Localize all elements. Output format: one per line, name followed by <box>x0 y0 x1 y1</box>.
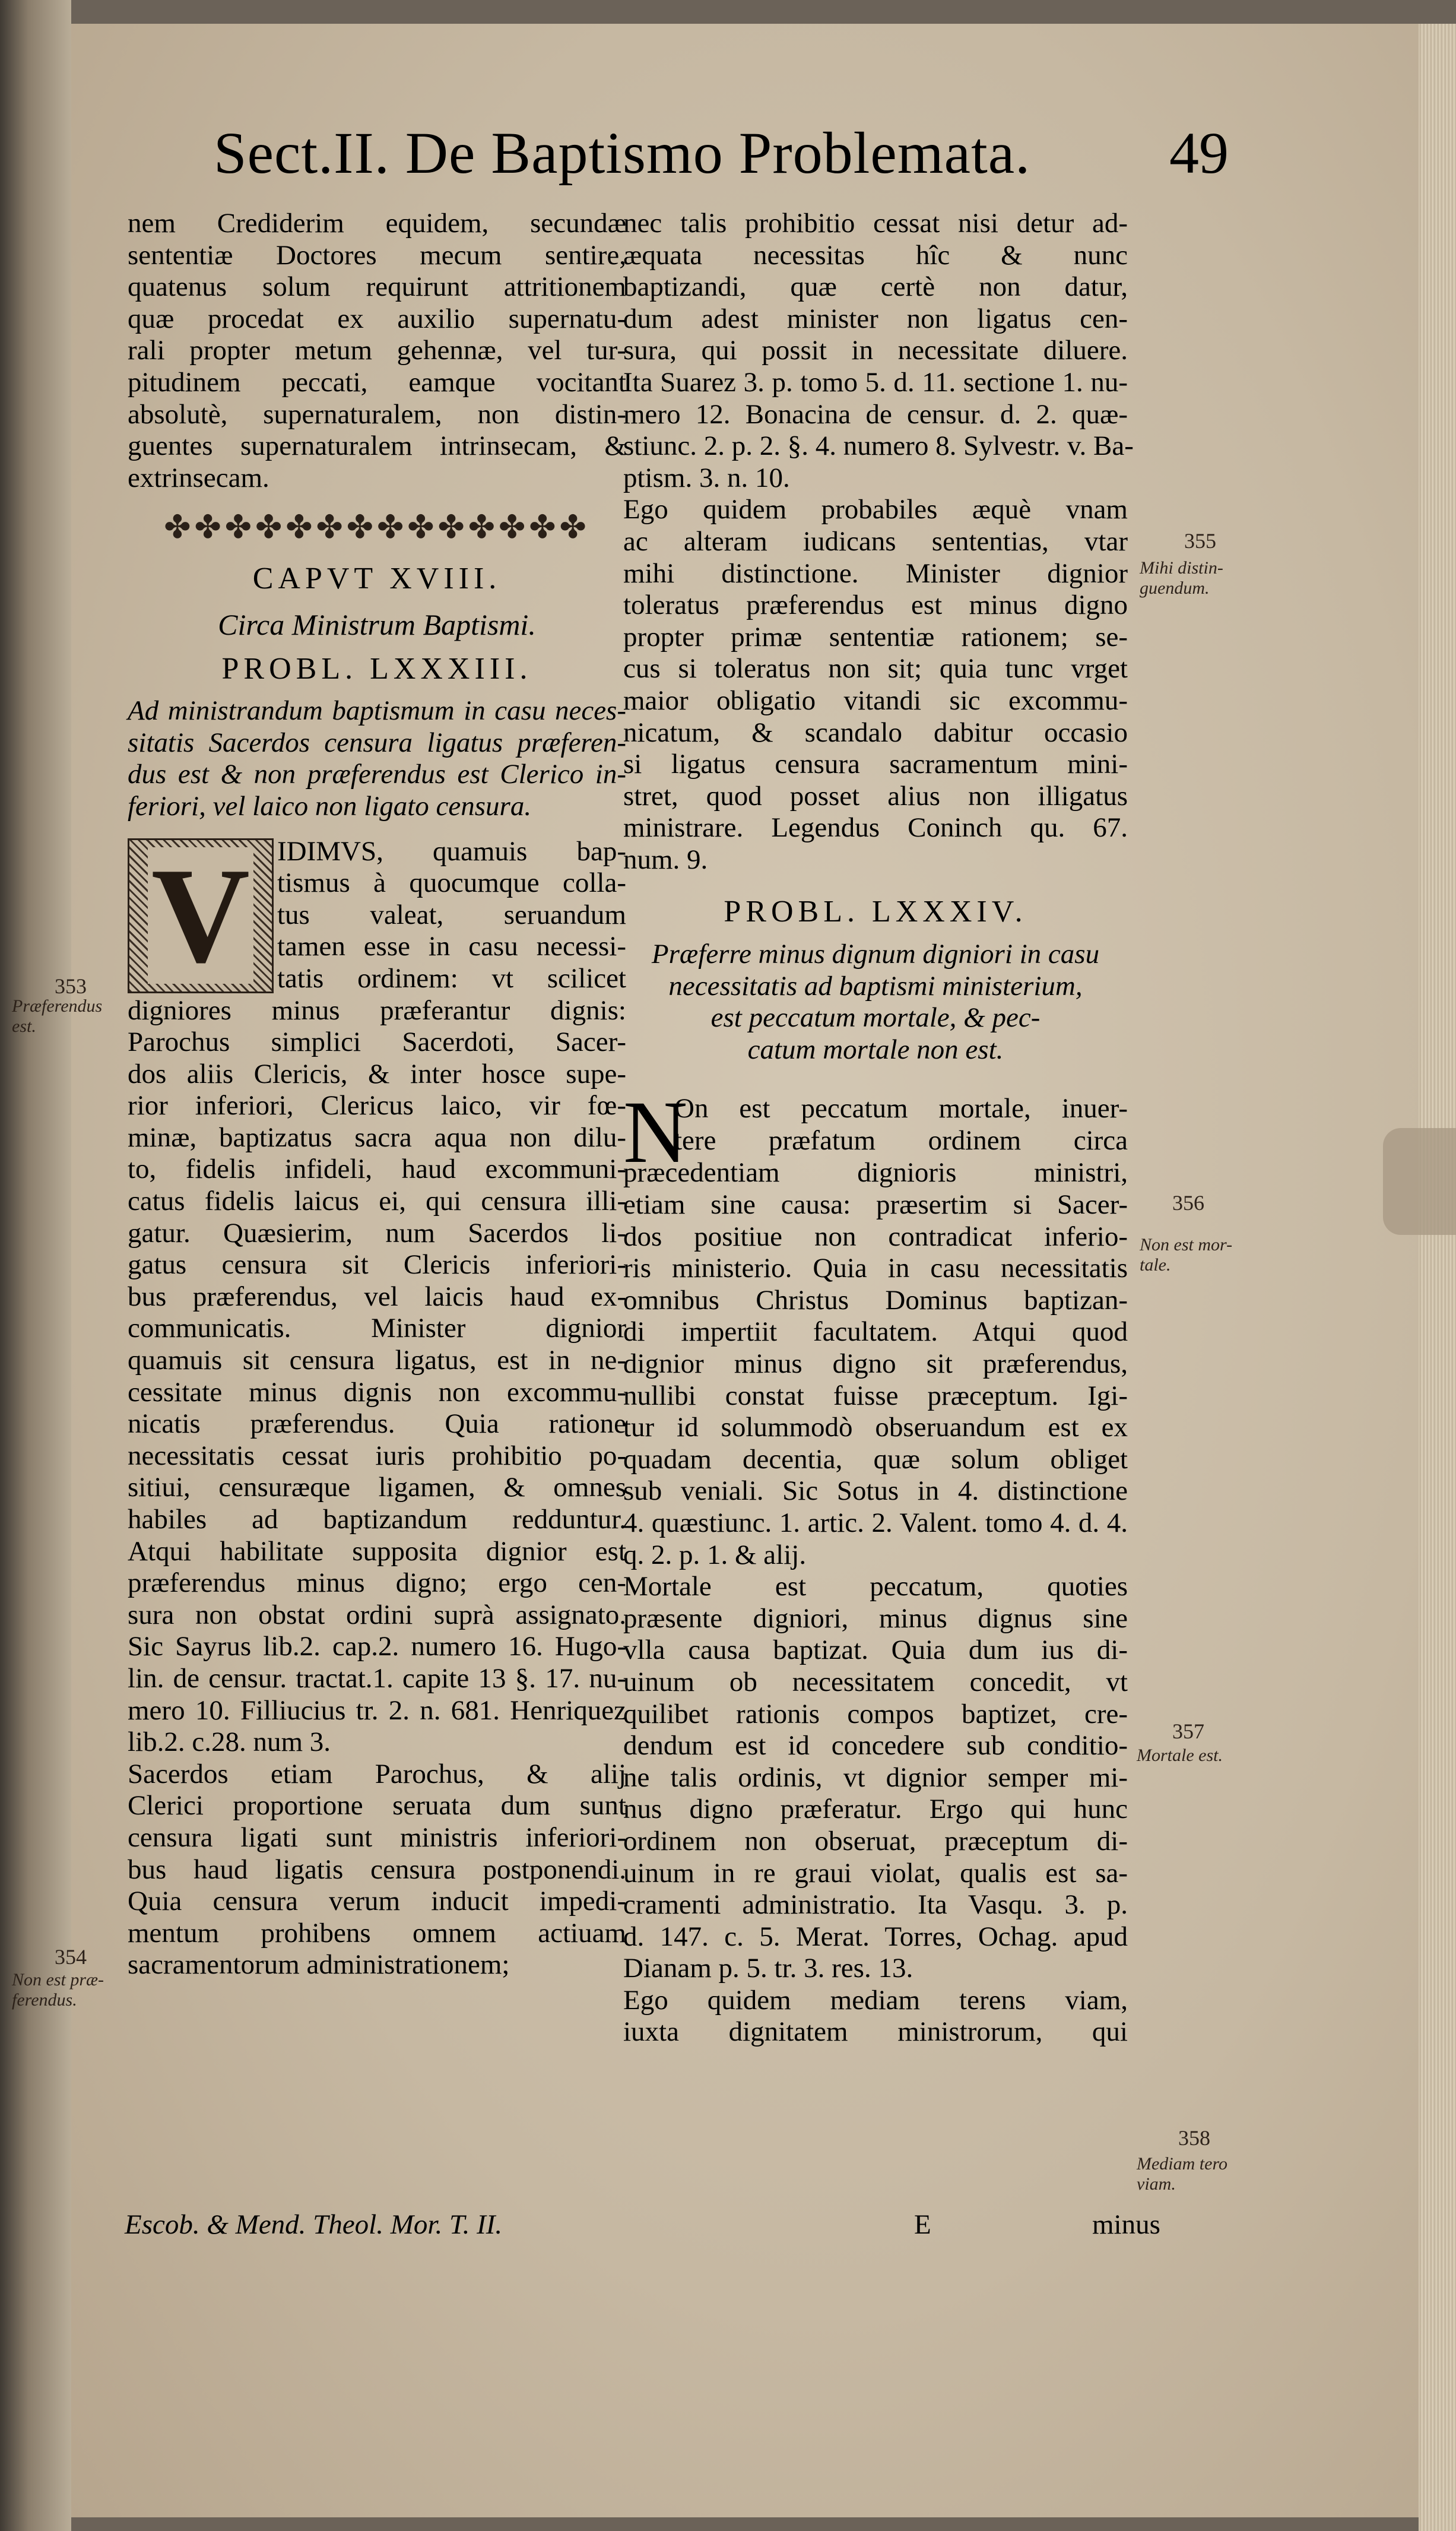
text-line: baptizandi, quæ certè non datur, <box>623 271 1128 303</box>
drop-cap-letter: V <box>148 847 253 984</box>
margin-note-number: 355 <box>1184 529 1216 553</box>
text-line: guentes supernaturalem intrinsecam, & <box>128 430 626 462</box>
text-line: to, fidelis infideli, haud excommuni- <box>128 1154 626 1185</box>
problem-question-line: feriori, vel laico non ligato censura. <box>128 790 532 822</box>
margin-note-text: Præferendus est. <box>12 996 103 1036</box>
text-line: d. 147. c. 5. Merat. Torres, Ochag. apud <box>623 1921 1128 1952</box>
text-line: Parochus simplici Sacerdoti, Sacer- <box>128 1027 626 1058</box>
text-line: toleratus præferendus est minus digno <box>623 590 1128 621</box>
text-line: sitiui, censuræque ligamen, & omnes <box>128 1472 626 1503</box>
text-line: extrinsecam. <box>128 462 269 493</box>
text-line: lib.2. c.28. num 3. <box>128 1727 331 1758</box>
initial-letter: N <box>623 1083 688 1182</box>
text-line: stiunc. 2. p. 2. §. 4. numero 8. Sylvestr. v. Ba- <box>623 430 1134 462</box>
text-line: sura, qui possit in necessitate diluere. <box>623 335 1128 366</box>
margin-note-number: 357 <box>1172 1719 1204 1743</box>
text-line: nec talis prohibitio cessat nisi detur ad- <box>623 208 1128 239</box>
margin-note-number: 358 <box>1178 2126 1210 2150</box>
ornament-border: ✤✤✤✤✤✤✤✤✤✤✤✤✤✤ <box>164 509 590 546</box>
margin-note-text: Mortale est. <box>1137 1746 1223 1765</box>
text-line: catus fidelis laicus ei, qui censura illi- <box>128 1186 626 1217</box>
text-line: omnibus Christus Dominus baptizan- <box>623 1284 1128 1316</box>
text-line: sacramentorum administrationem; <box>128 1949 510 1981</box>
margin-note-text: Non est mor-tale. <box>1140 1235 1233 1275</box>
signature-mark: E <box>914 2209 931 2240</box>
page-number: 49 <box>1169 120 1229 186</box>
text-line: præsente digniori, minus dignus sine <box>623 1602 1128 1634</box>
text-line: nicatis præferendus. Quia ratione <box>128 1408 626 1440</box>
text-line: mentum prohibens omnem actiuam <box>128 1917 626 1949</box>
text-line: quæ procedat ex auxilio supernatu- <box>128 303 626 334</box>
text-line: 4. quæstiunc. 1. artic. 2. Valent. tomo 4. d. 4. <box>623 1507 1128 1538</box>
right-top-text <box>623 208 1134 876</box>
text-line: dos positiue non contradicat inferio- <box>623 1221 1128 1252</box>
text-line: Atqui habilitate supposita dignior est <box>128 1535 626 1567</box>
text-line: absolutè, supernaturalem, non distin- <box>128 398 626 430</box>
text-line: iuxta dignitatem ministrorum, qui <box>623 2016 1128 2048</box>
text-line: Dianam p. 5. tr. 3. res. 13. <box>623 1953 913 1984</box>
text-line: cramenti administratio. Ita Vasqu. 3. p. <box>623 1889 1128 1921</box>
drop-cap-block <box>128 836 626 995</box>
text-line: Quia censura verum inducit impedi- <box>128 1886 626 1917</box>
text-line: dum adest minister non ligatus cen- <box>623 303 1128 334</box>
text-line: Ita Suarez 3. p. tomo 5. d. 11. sectione 1. nu- <box>623 366 1128 398</box>
problem-question-line: Ad ministrandum baptismum in casu neces- <box>128 695 626 727</box>
text-line: Sacerdos etiam Parochus, & alij <box>128 1758 626 1789</box>
problem-question-line: sitatis Sacerdos censura ligatus præferen- <box>128 727 626 758</box>
text-line: rali propter metum gehennæ, vel tur- <box>128 335 626 366</box>
text-line: ac alteram iudicans sententias, vtar <box>623 525 1128 557</box>
right-body-text <box>623 1157 1128 2048</box>
text-line: habiles ad baptizandum redduntur. <box>128 1504 626 1535</box>
book-gutter-left <box>0 0 71 2531</box>
text-line: ordinem non obseruat, præceptum di- <box>623 1825 1128 1857</box>
text-line: uinum ob necessitatem concedit, vt <box>623 1666 1128 1697</box>
text-line: nicatum, & scandalo dabitur occasio <box>623 717 1128 748</box>
text-line: tus valeat, seruandum <box>277 899 626 930</box>
text-line: tere præfatum ordinem circa <box>674 1125 1128 1157</box>
running-title: Sect.II. De Baptismo Problemata. <box>214 120 1031 186</box>
text-line: gatus censura sit Clericis inferiori- <box>128 1249 626 1281</box>
text-line: mero 12. Bonacina de censur. d. 2. quæ- <box>623 398 1128 430</box>
text-line: tur id solummodò obseruandum est ex <box>623 1412 1128 1443</box>
text-line: necessitatis cessat iuris prohibitio po- <box>128 1440 626 1471</box>
text-line: propter primæ sententiæ rationem; se- <box>623 621 1128 652</box>
text-line: mero 10. Filliucius tr. 2. n. 681. Henriquez <box>128 1694 626 1726</box>
text-line: rior inferiori, Clericus laico, vir fœ- <box>128 1090 626 1122</box>
drop-cap-lines <box>277 836 626 995</box>
text-line: tatis ordinem: vt scilicet <box>277 962 626 994</box>
text-line: ministrare. Legendus Coninch qu. 67. <box>623 812 1128 844</box>
text-line: di impertiit facultatem. Atqui quod <box>623 1316 1128 1348</box>
catchword: minus <box>1092 2209 1160 2240</box>
running-header <box>160 119 1229 220</box>
text-line: ptism. 3. n. 10. <box>623 462 790 493</box>
text-line: lin. de censur. tractat.1. capite 13 §. 17. nu- <box>128 1662 626 1694</box>
margin-note-number: 353 <box>55 974 87 998</box>
margin-note-text: Non est præ-ferendus. <box>12 1970 104 2010</box>
text-line: etiam sine causa: præsertim si Sacer- <box>623 1189 1128 1221</box>
text-line: mihi distinctione. Minister dignior <box>623 557 1128 589</box>
text-line: si ligatus censura sacramentum mini- <box>623 749 1128 780</box>
page-edges-right <box>1419 24 1456 2531</box>
text-line: vlla causa baptizat. Quia dum ius di- <box>623 1634 1128 1666</box>
text-line: On est peccatum mortale, inuer- <box>674 1093 1128 1124</box>
book-footer: Escob. & Mend. Theol. Mor. T. II. <box>125 2209 503 2240</box>
text-line: cessitate minus dignis non excommu- <box>128 1376 626 1408</box>
text-line: maior obligatio vitandi sic excommu- <box>623 685 1128 716</box>
text-line: digniores minus præferantur dignis: <box>128 994 626 1026</box>
text-line: quilibet rationis compos baptizet, cre- <box>623 1698 1128 1729</box>
text-line: præcedentiam dignioris ministri, <box>623 1157 1128 1189</box>
problem-question-line: dus est & non præferendus est Clerico in- <box>128 759 626 790</box>
text-line: nem Crediderim equidem, secundæ <box>128 208 626 239</box>
text-line: ris ministerio. Quia in casu necessitatis <box>623 1253 1128 1284</box>
text-line: Sic Sayrus lib.2. cap.2. numero 16. Hugo- <box>128 1631 626 1662</box>
text-line: Clerici proportione seruata dum sunt <box>128 1790 626 1822</box>
text-line: dos aliis Clericis, & inter hosce supe- <box>128 1058 626 1089</box>
margin-note-number: 356 <box>1172 1191 1204 1215</box>
text-line: tamen esse in casu necessi- <box>277 931 626 962</box>
text-line: pitudinem peccati, eamque vocitant <box>128 366 626 398</box>
text-line: uinum in re graui violat, qualis est sa- <box>623 1857 1128 1889</box>
text-line: minæ, baptizatus sacra aqua non dilu- <box>128 1122 626 1153</box>
bookmark-tab <box>1383 1128 1456 1235</box>
text-line: quadam decentia, quæ solum obliget <box>623 1443 1128 1475</box>
right-column <box>623 208 1134 2048</box>
text-line: Mortale est peccatum, quoties <box>623 1571 1128 1602</box>
text-line: Ego quidem mediam terens viam, <box>623 1984 1128 2016</box>
left-body-text <box>128 995 626 1981</box>
chapter-heading: CAPVT XVIII. <box>252 562 502 596</box>
text-line: dignior minus digno sit præferendus, <box>623 1348 1128 1379</box>
text-line: quamuis sit censura ligatus, est in ne- <box>128 1345 626 1376</box>
text-line: censura ligati sunt ministris inferiori- <box>128 1822 626 1853</box>
margin-note-text: Mihi distin-guendum. <box>1140 558 1223 598</box>
problem-question-line: Præferre minus dignum digniori in casu <box>651 939 1100 970</box>
text-line: Ego quidem probabiles æquè vnam <box>623 494 1128 525</box>
text-line: gatur. Quæsierim, num Sacerdos li- <box>128 1217 626 1249</box>
problem-heading: PROBL. LXXXIV. <box>724 895 1027 929</box>
problem-heading: PROBL. LXXXIII. <box>221 651 532 686</box>
problem-question-line: necessitatis ad baptismi ministerium, <box>668 970 1083 1002</box>
text-line: tismus à quocumque colla- <box>277 867 626 899</box>
text-line: bus præferendus, vel laicis haud ex- <box>128 1281 626 1312</box>
text-line: præferendus minus digno; ergo cen- <box>128 1567 626 1599</box>
text-line: sub veniali. Sic Sotus in 4. distinctione <box>623 1475 1128 1507</box>
text-line: IDIMVS, quamuis bap- <box>277 835 626 867</box>
text-line: dendum est id concedere sub conditio- <box>623 1730 1128 1762</box>
text-line: sura non obstat ordini suprà assignato. <box>128 1599 626 1630</box>
problem-question-line: est peccatum mortale, & pec- <box>710 1002 1041 1034</box>
text-line: communicatis. Minister dignior <box>128 1313 626 1344</box>
text-line: quatenus solum requirunt attritionem <box>128 271 626 303</box>
text-line: æquata necessitas hîc & nunc <box>623 239 1128 271</box>
text-line: cus si toleratus non sit; quia tunc vrget <box>623 653 1128 685</box>
chapter-subheading: Circa Ministrum Baptismi. <box>218 607 536 641</box>
text-line: nus digno præferatur. Ergo qui hunc <box>623 1794 1128 1825</box>
initial-lines <box>674 1093 1128 1157</box>
text-line: bus haud ligatis censura postponendi. <box>128 1854 626 1885</box>
text-line: num. 9. <box>623 844 708 875</box>
text-line: ne talis ordinis, vt dignior semper mi- <box>623 1762 1128 1793</box>
left-column <box>128 208 626 1981</box>
text-line: nullibi constat fuisse præceptum. Igi- <box>623 1380 1128 1411</box>
margin-note-number: 354 <box>55 1945 87 1969</box>
text-line: q. 2. p. 1. & alij. <box>623 1539 807 1570</box>
text-line: stret, quod posset alius non illigatus <box>623 780 1128 812</box>
problem-question-line: catum mortale non est. <box>747 1034 1004 1065</box>
decorated-initial <box>128 838 274 993</box>
margin-note-text: Mediam tero viam. <box>1137 2154 1228 2194</box>
text-line: sententiæ Doctores mecum sentire, <box>128 239 626 271</box>
